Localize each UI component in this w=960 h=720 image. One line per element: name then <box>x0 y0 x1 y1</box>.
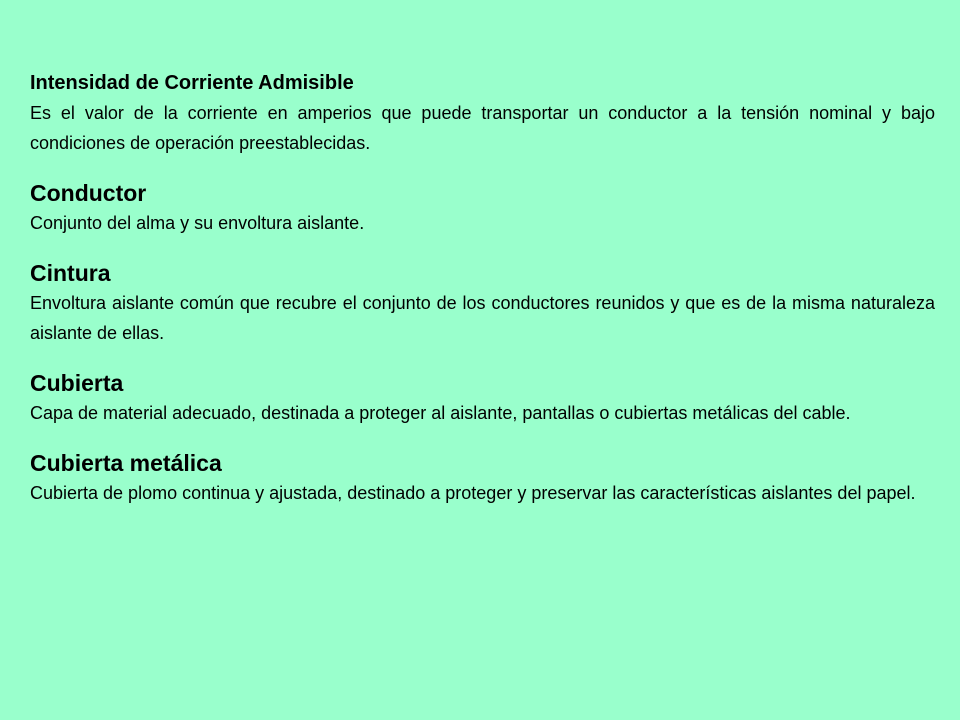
definitions-list <box>30 68 935 528</box>
definition-cintura <box>30 258 935 348</box>
term-description: Envoltura aislante común que recubre el conjunto de los conductores reunidos y que es de la misma naturaleza aislante de ellas. <box>30 293 935 343</box>
term-title: Cubierta metálica <box>30 450 222 476</box>
definition-cubierta-metalica <box>30 448 935 508</box>
term-description: Conjunto del alma y su envoltura aislante. <box>30 213 365 233</box>
definition-intensidad <box>30 68 935 158</box>
term-title: Cubierta <box>30 370 124 396</box>
term-title: Intensidad de Corriente Admisible <box>30 72 354 94</box>
term-title: Cintura <box>30 260 111 286</box>
term-description: Es el valor de la corriente en amperios que puede transportar un conductor a la tensión nominal y bajo condiciones de operación preestablecidas. <box>30 103 935 153</box>
definition-conductor <box>30 178 935 238</box>
definition-cubierta <box>30 368 935 428</box>
term-title: Conductor <box>30 180 147 206</box>
term-description: Cubierta de plomo continua y ajustada, destinado a proteger y preservar las características aislantes del papel. <box>30 483 916 503</box>
term-description: Capa de material adecuado, destinada a proteger al aislante, pantallas o cubiertas metálicas del cable. <box>30 403 851 423</box>
